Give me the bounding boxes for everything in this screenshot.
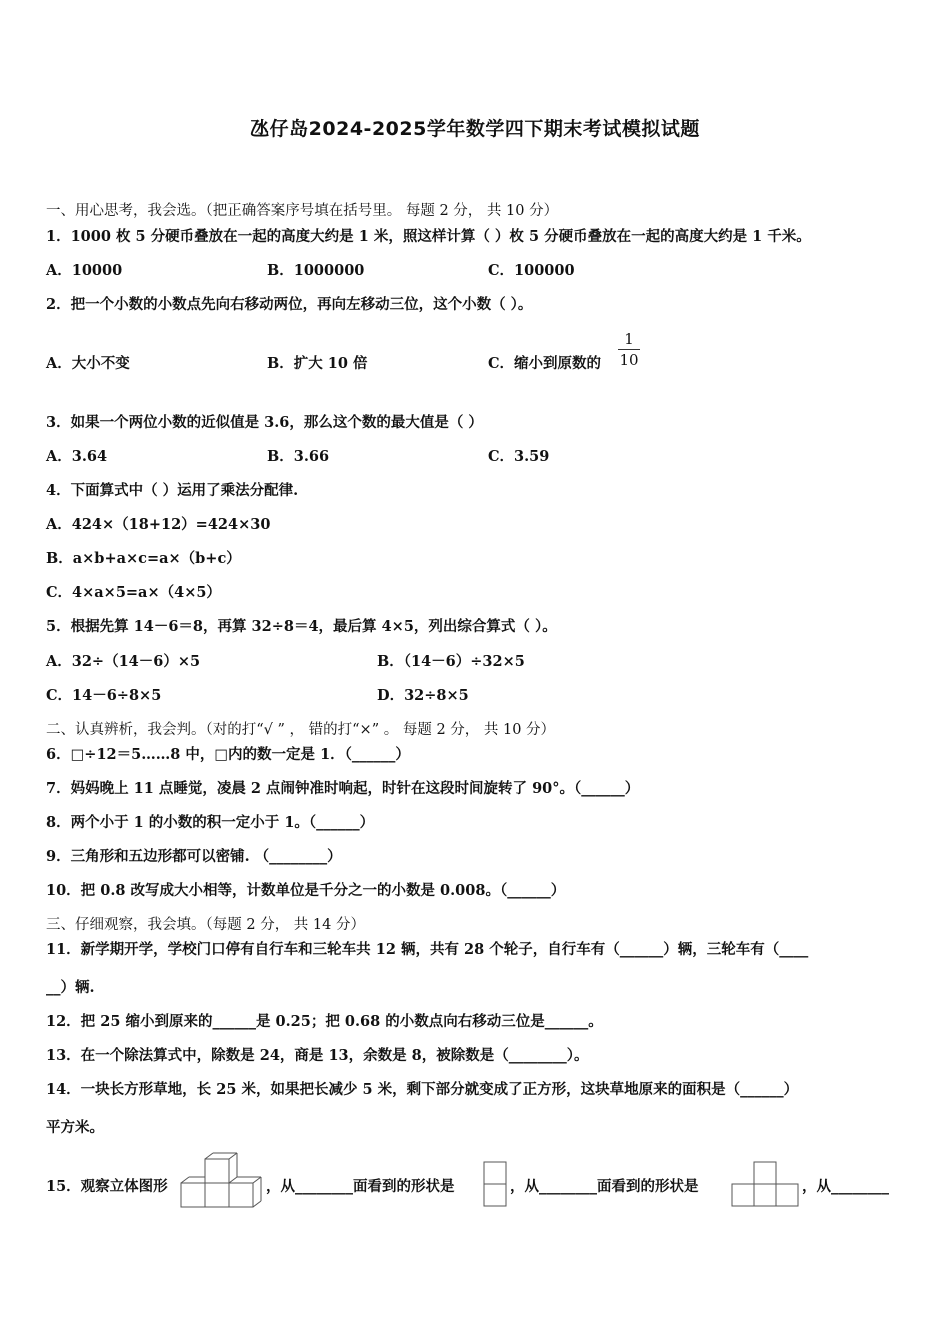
- q4-option-b[interactable]: B．a×b+a×c=a×（b+c）: [46, 550, 241, 567]
- solid-figure-cubes: [180, 1150, 266, 1210]
- q4-option-a[interactable]: A．424×（18+12）=424×30: [46, 516, 271, 533]
- q1-option-b[interactable]: B．1000000: [267, 262, 365, 279]
- question-8: 8．两个小于 1 的小数的积一定小于 1。（______）: [46, 814, 375, 831]
- question-1: 1．1000 枚 5 分硬币叠放在一起的高度大约是 1 米，照这样计算（ ）枚 5 分硬币叠放在一起的高度大约是 1 千米。: [46, 228, 811, 245]
- question-14-line-1: 14．一块长方形草地，长 25 米，如果把长减少 5 米，剩下部分就变成了正方形，这块草地原来的面积是（______）: [46, 1081, 799, 1098]
- section-1-heading: 一、用心思考，我会选。（把正确答案序号填在括号里。 每题 2 分， 共 10 分）: [46, 203, 559, 219]
- question-15-part-2: ，从________面看到的形状是: [510, 1178, 699, 1195]
- q5-option-d[interactable]: D．32÷8×5: [377, 687, 469, 704]
- question-11-line-2: __）辆.: [46, 979, 95, 996]
- q3-option-b[interactable]: B．3.66: [267, 448, 330, 465]
- q5-option-c[interactable]: C．14－6÷8×5: [46, 687, 162, 704]
- q1-option-c[interactable]: C．100000: [488, 262, 575, 279]
- question-14-line-2: 平方米。: [46, 1119, 104, 1136]
- question-7: 7．妈妈晚上 11 点睡觉，凌晨 2 点闹钟准时响起，时针在这段时间旋转了 90°。（______）: [46, 780, 640, 797]
- question-3: 3．如果一个两位小数的近似值是 3.6，那么这个数的最大值是（ ）: [46, 414, 483, 431]
- q2-option-a[interactable]: A．大小不变: [46, 355, 130, 372]
- q4-option-c[interactable]: C．4×a×5=a×（4×5）: [46, 584, 221, 601]
- section-3-heading: 三、仔细观察，我会填。（每题 2 分， 共 14 分）: [46, 917, 365, 933]
- view-shape-two-stacked-squares: [482, 1160, 510, 1210]
- question-15-part-3: ，从________: [802, 1178, 889, 1195]
- q5-option-b[interactable]: B．（14－6）÷32×5: [377, 653, 525, 670]
- section-2-heading: 二、认真辨析，我会判。（对的打“√ ” ， 错的打“×” 。 每题 2 分， 共 10 分）: [46, 722, 556, 738]
- fraction-denominator: 10: [619, 351, 639, 369]
- question-11-line-1: 11．新学期开学，学校门口停有自行车和三轮车共 12 辆，共有 28 个轮子，自行车有（______）辆，三轮车有（____: [46, 941, 809, 958]
- q3-option-c[interactable]: C．3.59: [488, 448, 550, 465]
- q3-option-a[interactable]: A．3.64: [46, 448, 108, 465]
- question-12: 12．把 25 缩小到原来的______是 0.25；把 0.68 的小数点向右移动三位是______。: [46, 1013, 603, 1030]
- question-9: 9．三角形和五边形都可以密铺. （________）: [46, 848, 342, 865]
- fraction-numerator: 1: [624, 330, 634, 348]
- question-6: 6．□÷12＝5……8 中，□内的数一定是 1．（______）: [46, 746, 410, 763]
- q1-option-a[interactable]: A．10000: [46, 262, 123, 279]
- q2-option-c[interactable]: C．缩小到原数的: [488, 355, 602, 372]
- fraction-one-tenth: [618, 330, 640, 369]
- question-13: 13．在一个除法算式中，除数是 24，商是 13，余数是 8，被除数是（________）。: [46, 1047, 589, 1064]
- question-2: 2．把一个小数的小数点先向右移动两位，再向左移动三位，这个小数（ ）。: [46, 296, 533, 313]
- question-4: 4．下面算式中（ ）运用了乘法分配律.: [46, 482, 299, 499]
- question-5: 5．根据先算 14－6＝8，再算 32÷8＝4，最后算 4×5，列出综合算式（ ）。: [46, 618, 557, 635]
- question-15-part-1: ，从________面看到的形状是: [266, 1178, 455, 1195]
- fraction-bar: [618, 349, 640, 350]
- q2-option-b[interactable]: B．扩大 10 倍: [267, 355, 368, 372]
- view-shape-t-of-four-squares: [730, 1160, 800, 1210]
- question-10: 10．把 0.8 改写成大小相等，计数单位是千分之一的小数是 0.008。（______）: [46, 882, 566, 899]
- q5-option-a[interactable]: A．32÷（14－6）×5: [46, 653, 201, 670]
- page-title: 氹仔岛2024-2025学年数学四下期末考试模拟试题: [250, 118, 700, 140]
- question-15-lead: 15．观察立体图形: [46, 1178, 168, 1195]
